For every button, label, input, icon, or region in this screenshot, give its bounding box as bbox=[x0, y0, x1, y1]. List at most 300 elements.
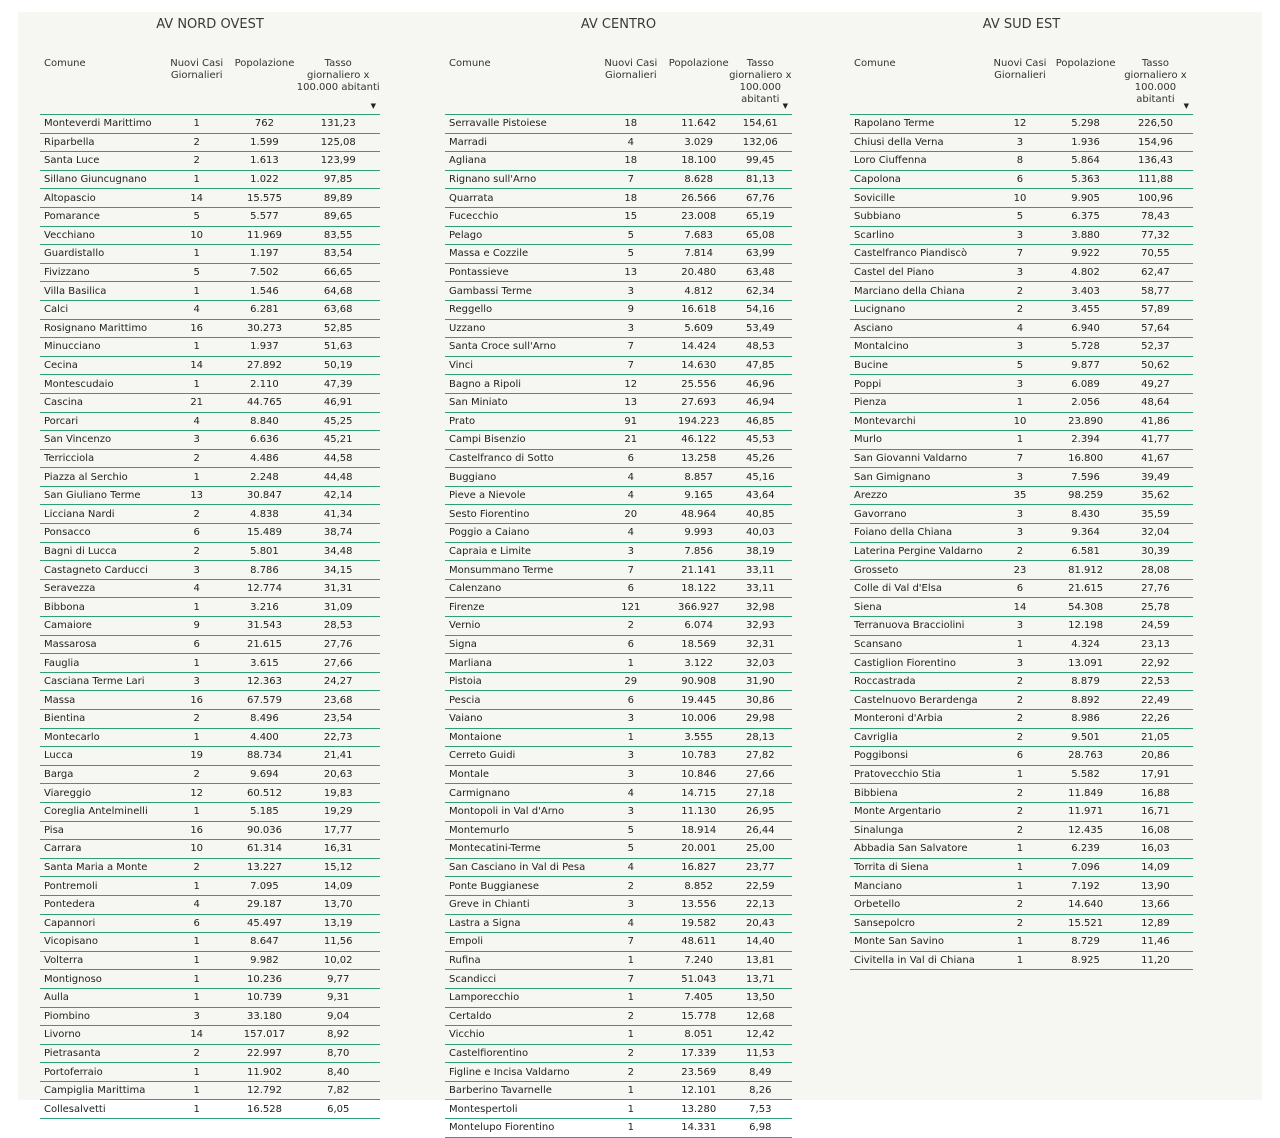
tasso-cell: 7,82 bbox=[296, 1081, 380, 1100]
tasso-cell: 13,90 bbox=[1118, 877, 1193, 896]
popolazione-cell: 10.739 bbox=[233, 988, 297, 1007]
tasso-cell: 22,49 bbox=[1118, 691, 1193, 710]
comune-cell: Porcari bbox=[40, 412, 161, 431]
popolazione-cell: 12.101 bbox=[669, 1081, 729, 1100]
header-label: Popolazione bbox=[234, 58, 295, 69]
tasso-cell: 30,86 bbox=[729, 691, 792, 710]
popolazione-cell: 1.546 bbox=[233, 282, 297, 301]
nuovi-casi-cell: 16 bbox=[161, 319, 233, 338]
comune-cell: Santa Maria a Monte bbox=[40, 858, 161, 877]
header-label: Comune bbox=[449, 58, 491, 69]
tasso-cell: 58,77 bbox=[1118, 282, 1193, 301]
column-header-popolazione[interactable] bbox=[1053, 58, 1118, 115]
comune-cell: Vernio bbox=[445, 617, 593, 636]
table-row bbox=[40, 877, 380, 896]
tasso-cell: 27,82 bbox=[729, 747, 792, 766]
popolazione-cell: 8.496 bbox=[233, 710, 297, 729]
comune-cell: Pratovecchio Stia bbox=[850, 765, 987, 784]
column-header-popolazione[interactable] bbox=[233, 58, 297, 115]
nuovi-casi-cell: 2 bbox=[161, 542, 233, 561]
nuovi-casi-cell: 4 bbox=[593, 468, 669, 487]
comune-cell: Massa bbox=[40, 691, 161, 710]
comune-cell: Civitella in Val di Chiana bbox=[850, 951, 987, 970]
nuovi-casi-cell: 4 bbox=[161, 579, 233, 598]
nuovi-casi-cell: 2 bbox=[987, 895, 1054, 914]
tasso-cell: 154,96 bbox=[1118, 133, 1193, 152]
nuovi-casi-cell: 4 bbox=[593, 914, 669, 933]
table-row bbox=[40, 635, 380, 654]
tasso-cell: 15,12 bbox=[296, 858, 380, 877]
header-label: Nuovi Casi Giornalieri bbox=[604, 58, 658, 81]
comune-cell: Cecina bbox=[40, 356, 161, 375]
cases-table bbox=[850, 58, 1193, 970]
tasso-cell: 111,88 bbox=[1118, 170, 1193, 189]
tasso-cell: 14,09 bbox=[1118, 858, 1193, 877]
nuovi-casi-cell: 2 bbox=[593, 617, 669, 636]
popolazione-cell: 13.280 bbox=[669, 1100, 729, 1119]
table-row bbox=[40, 710, 380, 729]
nuovi-casi-cell: 3 bbox=[987, 654, 1054, 673]
column-header-tasso[interactable] bbox=[1118, 58, 1193, 115]
table-row bbox=[40, 412, 380, 431]
nuovi-casi-cell: 13 bbox=[593, 393, 669, 412]
tasso-cell: 89,89 bbox=[296, 189, 380, 208]
nuovi-casi-cell: 1 bbox=[593, 654, 669, 673]
nuovi-casi-cell: 1 bbox=[593, 988, 669, 1007]
popolazione-cell: 27.892 bbox=[233, 356, 297, 375]
comune-cell: Sovicille bbox=[850, 189, 987, 208]
tasso-cell: 154,61 bbox=[729, 115, 792, 134]
popolazione-cell: 7.596 bbox=[1053, 468, 1118, 487]
popolazione-cell: 6.239 bbox=[1053, 840, 1118, 859]
tasso-cell: 46,85 bbox=[729, 412, 792, 431]
popolazione-cell: 762 bbox=[233, 115, 297, 134]
popolazione-cell: 3.403 bbox=[1053, 282, 1118, 301]
nuovi-casi-cell: 3 bbox=[593, 895, 669, 914]
popolazione-cell: 5.582 bbox=[1053, 765, 1118, 784]
table-row bbox=[445, 524, 792, 543]
cases-table bbox=[445, 58, 792, 1138]
comune-cell: Pieve a Nievole bbox=[445, 486, 593, 505]
tasso-cell: 31,31 bbox=[296, 579, 380, 598]
tasso-cell: 23,54 bbox=[296, 710, 380, 729]
tasso-cell: 20,43 bbox=[729, 914, 792, 933]
table-row bbox=[40, 468, 380, 487]
popolazione-cell: 8.628 bbox=[669, 170, 729, 189]
nuovi-casi-cell: 1 bbox=[161, 282, 233, 301]
table-row bbox=[850, 802, 1193, 821]
header-label: Tasso giornaliero x 100.000 abitanti bbox=[296, 58, 380, 93]
tasso-cell: 66,65 bbox=[296, 263, 380, 282]
comune-cell: Montalcino bbox=[850, 338, 987, 357]
tasso-cell: 57,64 bbox=[1118, 319, 1193, 338]
nuovi-casi-cell: 3 bbox=[987, 468, 1054, 487]
tasso-cell: 38,19 bbox=[729, 542, 792, 561]
popolazione-cell: 8.430 bbox=[1053, 505, 1118, 524]
table-row bbox=[40, 393, 380, 412]
comune-cell: Barberino Tavarnelle bbox=[445, 1081, 593, 1100]
tasso-cell: 65,19 bbox=[729, 207, 792, 226]
table-row bbox=[445, 635, 792, 654]
nuovi-casi-cell: 1 bbox=[987, 858, 1054, 877]
comune-cell: Scarlino bbox=[850, 226, 987, 245]
table-row bbox=[40, 542, 380, 561]
popolazione-cell: 13.227 bbox=[233, 858, 297, 877]
table-row bbox=[40, 654, 380, 673]
tasso-cell: 63,99 bbox=[729, 245, 792, 264]
popolazione-cell: 19.445 bbox=[669, 691, 729, 710]
comune-cell: Pomarance bbox=[40, 207, 161, 226]
popolazione-cell: 14.630 bbox=[669, 356, 729, 375]
popolazione-cell: 366.927 bbox=[669, 598, 729, 617]
popolazione-cell: 48.964 bbox=[669, 505, 729, 524]
popolazione-cell: 18.569 bbox=[669, 635, 729, 654]
table-row bbox=[445, 375, 792, 394]
table-row bbox=[445, 802, 792, 821]
nuovi-casi-cell: 4 bbox=[593, 784, 669, 803]
table-row bbox=[850, 356, 1193, 375]
table-row bbox=[445, 710, 792, 729]
popolazione-cell: 28.763 bbox=[1053, 747, 1118, 766]
popolazione-cell: 1.022 bbox=[233, 170, 297, 189]
nuovi-casi-cell: 7 bbox=[987, 449, 1054, 468]
comune-cell: Montevarchi bbox=[850, 412, 987, 431]
tasso-cell: 63,68 bbox=[296, 300, 380, 319]
popolazione-cell: 9.694 bbox=[233, 765, 297, 784]
comune-cell: Castelfranco Piandiscò bbox=[850, 245, 987, 264]
comune-cell: Ponsacco bbox=[40, 524, 161, 543]
comune-cell: Arezzo bbox=[850, 486, 987, 505]
tasso-cell: 19,29 bbox=[296, 802, 380, 821]
tasso-cell: 51,63 bbox=[296, 338, 380, 357]
tasso-cell: 28,13 bbox=[729, 728, 792, 747]
comune-cell: Monte San Savino bbox=[850, 933, 987, 952]
comune-cell: Sansepolcro bbox=[850, 914, 987, 933]
tasso-cell: 32,03 bbox=[729, 654, 792, 673]
nuovi-casi-cell: 1 bbox=[161, 598, 233, 617]
popolazione-cell: 60.512 bbox=[233, 784, 297, 803]
comune-cell: Campiglia Marittima bbox=[40, 1081, 161, 1100]
nuovi-casi-cell: 3 bbox=[161, 431, 233, 450]
tasso-cell: 25,78 bbox=[1118, 598, 1193, 617]
nuovi-casi-cell: 1 bbox=[593, 1026, 669, 1045]
popolazione-cell: 6.581 bbox=[1053, 542, 1118, 561]
comune-cell: Bagni di Lucca bbox=[40, 542, 161, 561]
nuovi-casi-cell: 1 bbox=[593, 1100, 669, 1119]
sort-descending-icon[interactable]: ▼ bbox=[370, 102, 376, 110]
nuovi-casi-cell: 5 bbox=[593, 840, 669, 859]
table-row bbox=[40, 207, 380, 226]
tasso-cell: 13,81 bbox=[729, 951, 792, 970]
popolazione-cell: 7.683 bbox=[669, 226, 729, 245]
table-row bbox=[40, 840, 380, 859]
nuovi-casi-cell: 21 bbox=[593, 431, 669, 450]
column-header-comune[interactable] bbox=[40, 58, 161, 115]
popolazione-cell: 33.180 bbox=[233, 1007, 297, 1026]
popolazione-cell: 16.827 bbox=[669, 858, 729, 877]
table-row bbox=[40, 375, 380, 394]
nuovi-casi-cell: 1 bbox=[593, 1081, 669, 1100]
table-row bbox=[850, 245, 1193, 264]
column-header-tasso[interactable] bbox=[729, 58, 792, 115]
popolazione-cell: 21.615 bbox=[1053, 579, 1118, 598]
comune-cell: San Vincenzo bbox=[40, 431, 161, 450]
nuovi-casi-cell: 29 bbox=[593, 672, 669, 691]
tasso-cell: 27,66 bbox=[729, 765, 792, 784]
nuovi-casi-cell: 12 bbox=[987, 115, 1054, 134]
nuovi-casi-cell: 2 bbox=[987, 710, 1054, 729]
nuovi-casi-cell: 1 bbox=[593, 1119, 669, 1138]
popolazione-cell: 8.892 bbox=[1053, 691, 1118, 710]
tasso-cell: 9,77 bbox=[296, 970, 380, 989]
popolazione-cell: 9.905 bbox=[1053, 189, 1118, 208]
comune-cell: Capraia e Limite bbox=[445, 542, 593, 561]
comune-cell: Subbiano bbox=[850, 207, 987, 226]
popolazione-cell: 5.577 bbox=[233, 207, 297, 226]
tasso-cell: 13,71 bbox=[729, 970, 792, 989]
tasso-cell: 53,49 bbox=[729, 319, 792, 338]
comune-cell: Firenze bbox=[445, 598, 593, 617]
table-row bbox=[445, 226, 792, 245]
nuovi-casi-cell: 1 bbox=[987, 393, 1054, 412]
nuovi-casi-cell: 2 bbox=[987, 728, 1054, 747]
nuovi-casi-cell: 6 bbox=[593, 449, 669, 468]
comune-cell: Serravalle Pistoiese bbox=[445, 115, 593, 134]
popolazione-cell: 7.814 bbox=[669, 245, 729, 264]
table-row bbox=[40, 245, 380, 264]
comune-cell: Castelfranco di Sotto bbox=[445, 449, 593, 468]
popolazione-cell: 7.502 bbox=[233, 263, 297, 282]
column-header-tasso[interactable] bbox=[296, 58, 380, 115]
comune-cell: Marciano della Chiana bbox=[850, 282, 987, 301]
popolazione-cell: 46.122 bbox=[669, 431, 729, 450]
comune-cell: Certaldo bbox=[445, 1007, 593, 1026]
nuovi-casi-cell: 1 bbox=[987, 933, 1054, 952]
comune-cell: Gambassi Terme bbox=[445, 282, 593, 301]
popolazione-cell: 11.849 bbox=[1053, 784, 1118, 803]
nuovi-casi-cell: 5 bbox=[593, 821, 669, 840]
comune-cell: Terricciola bbox=[40, 449, 161, 468]
tasso-cell: 46,91 bbox=[296, 393, 380, 412]
popolazione-cell: 4.802 bbox=[1053, 263, 1118, 282]
popolazione-cell: 12.435 bbox=[1053, 821, 1118, 840]
nuovi-casi-cell: 1 bbox=[161, 728, 233, 747]
table-row bbox=[40, 747, 380, 766]
comune-cell: Viareggio bbox=[40, 784, 161, 803]
table-row bbox=[445, 486, 792, 505]
tasso-cell: 57,89 bbox=[1118, 300, 1193, 319]
nuovi-casi-cell: 6 bbox=[161, 914, 233, 933]
comune-cell: Montemurlo bbox=[445, 821, 593, 840]
column-header-nuovi-casi[interactable] bbox=[593, 58, 669, 115]
nuovi-casi-cell: 2 bbox=[161, 710, 233, 729]
tasso-cell: 43,64 bbox=[729, 486, 792, 505]
tasso-cell: 45,53 bbox=[729, 431, 792, 450]
nuovi-casi-cell: 2 bbox=[593, 1044, 669, 1063]
table-row bbox=[445, 617, 792, 636]
popolazione-cell: 12.774 bbox=[233, 579, 297, 598]
popolazione-cell: 5.728 bbox=[1053, 338, 1118, 357]
popolazione-cell: 6.074 bbox=[669, 617, 729, 636]
comune-cell: Volterra bbox=[40, 951, 161, 970]
tasso-cell: 20,86 bbox=[1118, 747, 1193, 766]
column-header-nuovi-casi[interactable] bbox=[161, 58, 233, 115]
comune-cell: Santa Luce bbox=[40, 152, 161, 171]
sort-descending-icon[interactable]: ▼ bbox=[1183, 102, 1189, 110]
section-title: AV CENTRO bbox=[580, 17, 657, 32]
nuovi-casi-cell: 3 bbox=[593, 542, 669, 561]
nuovi-casi-cell: 6 bbox=[161, 524, 233, 543]
nuovi-casi-cell: 3 bbox=[593, 282, 669, 301]
column-header-comune[interactable] bbox=[445, 58, 593, 115]
table-row bbox=[445, 951, 792, 970]
table-row bbox=[850, 617, 1193, 636]
popolazione-cell: 23.890 bbox=[1053, 412, 1118, 431]
table-row bbox=[850, 393, 1193, 412]
comune-cell: Ponte Buggianese bbox=[445, 877, 593, 896]
comune-cell: Pietrasanta bbox=[40, 1044, 161, 1063]
column-header-popolazione[interactable] bbox=[669, 58, 729, 115]
comune-cell: Vicchio bbox=[445, 1026, 593, 1045]
nuovi-casi-cell: 1 bbox=[161, 933, 233, 952]
comune-cell: San Miniato bbox=[445, 393, 593, 412]
section-title: AV SUD EST bbox=[982, 17, 1061, 32]
comune-cell: Bagno a Ripoli bbox=[445, 375, 593, 394]
comune-cell: Aulla bbox=[40, 988, 161, 1007]
nuovi-casi-cell: 6 bbox=[987, 747, 1054, 766]
nuovi-casi-cell: 3 bbox=[593, 319, 669, 338]
comune-cell: Santa Croce sull'Arno bbox=[445, 338, 593, 357]
nuovi-casi-cell: 6 bbox=[593, 691, 669, 710]
comune-cell: Pelago bbox=[445, 226, 593, 245]
popolazione-cell: 194.223 bbox=[669, 412, 729, 431]
comune-cell: Coreglia Antelminelli bbox=[40, 802, 161, 821]
comune-cell: Bibbona bbox=[40, 598, 161, 617]
popolazione-cell: 3.216 bbox=[233, 598, 297, 617]
nuovi-casi-cell: 7 bbox=[593, 933, 669, 952]
nuovi-casi-cell: 8 bbox=[987, 152, 1054, 171]
tasso-cell: 83,54 bbox=[296, 245, 380, 264]
column-header-nuovi-casi[interactable] bbox=[987, 58, 1054, 115]
column-header-comune[interactable] bbox=[850, 58, 987, 115]
tasso-cell: 17,77 bbox=[296, 821, 380, 840]
comune-cell: Rufina bbox=[445, 951, 593, 970]
nuovi-casi-cell: 7 bbox=[987, 245, 1054, 264]
tasso-cell: 38,74 bbox=[296, 524, 380, 543]
popolazione-cell: 3.029 bbox=[669, 133, 729, 152]
table-row bbox=[40, 300, 380, 319]
nuovi-casi-cell: 6 bbox=[987, 579, 1054, 598]
comune-cell: Collesalvetti bbox=[40, 1100, 161, 1119]
comune-cell: San Casciano in Val di Pesa bbox=[445, 858, 593, 877]
popolazione-cell: 31.543 bbox=[233, 617, 297, 636]
nuovi-casi-cell: 4 bbox=[161, 412, 233, 431]
nuovi-casi-cell: 3 bbox=[593, 765, 669, 784]
tasso-cell: 63,48 bbox=[729, 263, 792, 282]
table-row bbox=[850, 468, 1193, 487]
popolazione-cell: 7.095 bbox=[233, 877, 297, 896]
popolazione-cell: 9.364 bbox=[1053, 524, 1118, 543]
tasso-cell: 89,65 bbox=[296, 207, 380, 226]
comune-cell: Riparbella bbox=[40, 133, 161, 152]
table-row bbox=[850, 672, 1193, 691]
popolazione-cell: 90.908 bbox=[669, 672, 729, 691]
table-row bbox=[40, 1063, 380, 1082]
table-row bbox=[850, 635, 1193, 654]
table-row bbox=[445, 858, 792, 877]
table-row bbox=[40, 133, 380, 152]
tasso-cell: 41,77 bbox=[1118, 431, 1193, 450]
nuovi-casi-cell: 1 bbox=[161, 970, 233, 989]
popolazione-cell: 54.308 bbox=[1053, 598, 1118, 617]
table-row bbox=[850, 598, 1193, 617]
tasso-cell: 97,85 bbox=[296, 170, 380, 189]
nuovi-casi-cell: 10 bbox=[161, 226, 233, 245]
popolazione-cell: 23.569 bbox=[669, 1063, 729, 1082]
table-row bbox=[40, 728, 380, 747]
table-row bbox=[445, 1119, 792, 1138]
tasso-cell: 6,98 bbox=[729, 1119, 792, 1138]
nuovi-casi-cell: 5 bbox=[987, 207, 1054, 226]
popolazione-cell: 9.877 bbox=[1053, 356, 1118, 375]
nuovi-casi-cell: 1 bbox=[161, 375, 233, 394]
table-row bbox=[40, 821, 380, 840]
tasso-cell: 35,62 bbox=[1118, 486, 1193, 505]
tasso-cell: 22,73 bbox=[296, 728, 380, 747]
popolazione-cell: 17.339 bbox=[669, 1044, 729, 1063]
sort-descending-icon[interactable]: ▼ bbox=[782, 102, 788, 110]
comune-cell: Vecchiano bbox=[40, 226, 161, 245]
comune-cell: Portoferraio bbox=[40, 1063, 161, 1082]
header-label: Popolazione bbox=[668, 58, 729, 69]
popolazione-cell: 8.786 bbox=[233, 561, 297, 580]
header-label: Popolazione bbox=[1055, 58, 1116, 69]
tasso-cell: 8,92 bbox=[296, 1026, 380, 1045]
tasso-cell: 32,93 bbox=[729, 617, 792, 636]
nuovi-casi-cell: 2 bbox=[987, 691, 1054, 710]
table-row bbox=[40, 449, 380, 468]
comune-cell: Murlo bbox=[850, 431, 987, 450]
tasso-cell: 32,31 bbox=[729, 635, 792, 654]
tasso-cell: 52,37 bbox=[1118, 338, 1193, 357]
tasso-cell: 35,59 bbox=[1118, 505, 1193, 524]
nuovi-casi-cell: 7 bbox=[593, 356, 669, 375]
tasso-cell: 12,89 bbox=[1118, 914, 1193, 933]
tasso-cell: 9,04 bbox=[296, 1007, 380, 1026]
nuovi-casi-cell: 121 bbox=[593, 598, 669, 617]
nuovi-casi-cell: 1 bbox=[161, 988, 233, 1007]
popolazione-cell: 20.001 bbox=[669, 840, 729, 859]
table-row bbox=[40, 1044, 380, 1063]
popolazione-cell: 20.480 bbox=[669, 263, 729, 282]
tasso-cell: 22,53 bbox=[1118, 672, 1193, 691]
comune-cell: Foiano della Chiana bbox=[850, 524, 987, 543]
nuovi-casi-cell: 2 bbox=[987, 914, 1054, 933]
tasso-cell: 34,48 bbox=[296, 542, 380, 561]
popolazione-cell: 3.455 bbox=[1053, 300, 1118, 319]
nuovi-casi-cell: 1 bbox=[987, 840, 1054, 859]
comune-cell: Empoli bbox=[445, 933, 593, 952]
table-row bbox=[445, 245, 792, 264]
table-row bbox=[445, 1081, 792, 1100]
tasso-cell: 44,48 bbox=[296, 468, 380, 487]
table-row bbox=[850, 319, 1193, 338]
comune-cell: San Giovanni Valdarno bbox=[850, 449, 987, 468]
popolazione-cell: 15.575 bbox=[233, 189, 297, 208]
table-row bbox=[40, 1007, 380, 1026]
popolazione-cell: 5.864 bbox=[1053, 152, 1118, 171]
tasso-cell: 41,67 bbox=[1118, 449, 1193, 468]
